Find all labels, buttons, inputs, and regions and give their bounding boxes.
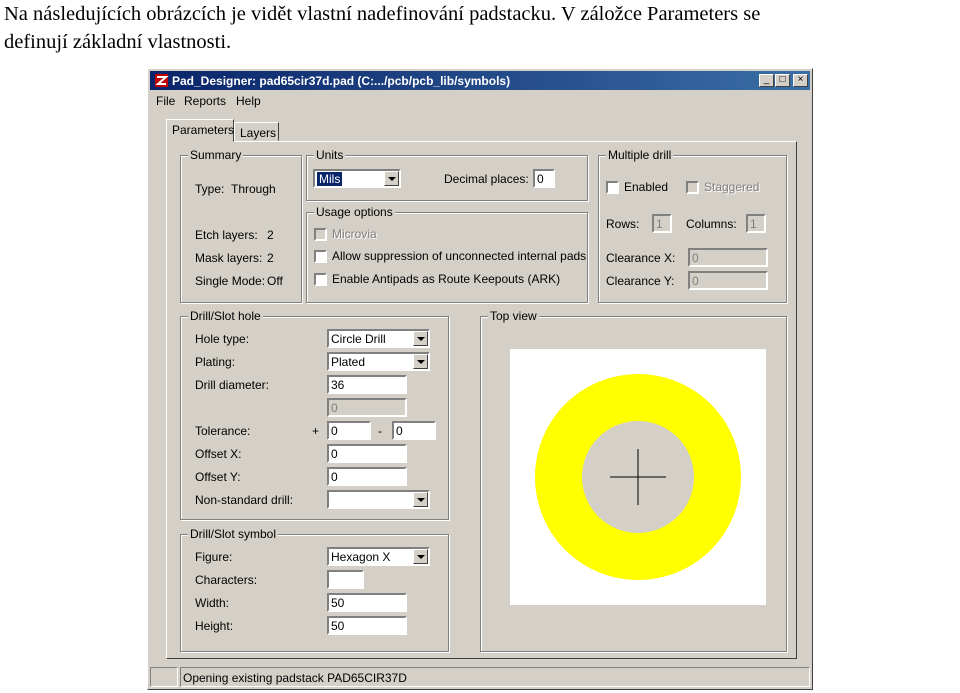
hole-type-label: Hole type: [195,332,250,346]
clearance-y-label: Clearance Y: [606,274,675,288]
menu-reports[interactable]: Reports [184,94,227,108]
width-input[interactable]: 50 [327,593,407,612]
suppression-checkbox[interactable] [314,250,327,263]
hole-type-select[interactable] [327,329,430,348]
caption-line-2: definují základní vlastnosti. [4,31,232,53]
title-bar[interactable] [150,71,810,90]
drill-slot-symbol-title: Drill/Slot symbol [190,527,277,541]
tolerance-minus-input[interactable]: 0 [392,421,436,440]
characters-label: Characters: [195,573,258,587]
columns-input[interactable]: 1 [746,214,766,233]
drill-slot-hole-title: Drill/Slot hole [190,309,261,323]
chevron-down-icon[interactable] [413,549,428,564]
pad-designer-window [147,68,813,690]
close-button[interactable]: × [793,74,808,87]
chevron-down-icon[interactable] [384,171,399,186]
non-standard-drill-label: Non-standard drill: [195,493,294,507]
enabled-label: Enabled [624,180,669,194]
maximize-button[interactable]: □ [775,74,790,87]
chevron-down-icon[interactable] [413,492,428,507]
multiple-drill-title: Multiple drill [608,148,672,162]
width-label: Width: [195,596,230,610]
suppression-label: Allow suppression of unconnected internal pads [332,249,587,263]
non-standard-drill-select[interactable] [327,490,430,509]
caption-line-1: Na následujících obrázcích je vidět vlastní nadefinování padstacku. V záložce Parameters se [4,3,761,25]
window-title: Pad_Designer: pad65cir37d.pad (C:.../pcb/pcb_lib/symbols) [172,74,511,88]
clearance-x-input[interactable]: 0 [688,248,768,267]
etch-layers-value: 2 [267,228,274,242]
top-view-group [480,309,787,652]
plating-select[interactable] [327,352,430,371]
hole-type-value: Circle Drill [331,332,386,346]
antipads-label: Enable Antipads as Route Keepouts (ARK) [332,272,561,286]
menu-file[interactable]: File [156,94,176,108]
decimal-places-input[interactable]: 0 [533,169,555,188]
figure-label: Figure: [195,550,233,564]
figure-select[interactable] [327,547,430,566]
enabled-checkbox[interactable] [606,181,619,194]
microvia-label: Microvia [332,227,377,241]
tolerance-plus-sign: + [312,424,320,438]
top-view-title: Top view [490,309,537,323]
mask-layers-label: Mask layers: [195,251,263,265]
clearance-y-input[interactable]: 0 [688,271,768,290]
height-label: Height: [195,619,234,633]
usage-options-group [306,205,588,303]
tolerance-plus-input[interactable]: 0 [327,421,371,440]
staggered-checkbox[interactable] [686,181,699,194]
caption [4,0,959,56]
type-value: Through [231,182,276,196]
drill-diameter-secondary-input[interactable]: 0 [327,398,407,417]
status-pane-left [150,667,178,687]
parameters-panel [166,141,797,659]
tab-parameters[interactable]: Parameters [166,119,234,142]
offset-x-input[interactable]: 0 [327,444,407,463]
microvia-checkbox[interactable] [314,228,327,241]
units-select[interactable] [313,169,401,188]
single-mode-value: Off [267,274,283,288]
summary-title: Summary [190,148,242,162]
plating-label: Plating: [195,355,236,369]
single-mode-label: Single Mode: [195,274,266,288]
staggered-label: Staggered [704,180,760,194]
drill-slot-symbol-group [180,527,449,652]
drill-diameter-input[interactable]: 36 [327,375,407,394]
rows-input[interactable]: 1 [652,214,672,233]
usage-options-title: Usage options [316,205,393,219]
drill-slot-hole-group [180,309,449,520]
tolerance-minus-sign: - [378,424,382,438]
decimal-places-label: Decimal places: [444,172,529,186]
chevron-down-icon[interactable] [413,354,428,369]
multiple-drill-group [598,148,787,303]
top-view-canvas [510,349,766,605]
units-title: Units [316,148,344,162]
height-input[interactable]: 50 [327,616,407,635]
summary-group [180,148,302,303]
units-group [306,148,588,201]
menu-help[interactable]: Help [236,94,261,108]
offset-y-label: Offset Y: [195,470,241,484]
type-label: Type: [195,182,225,196]
drill-diameter-label: Drill diameter: [195,378,270,392]
chevron-down-icon[interactable] [413,331,428,346]
clearance-x-label: Clearance X: [606,251,676,265]
plating-value: Plated [331,355,366,369]
columns-label: Columns: [686,217,737,231]
offset-x-label: Offset X: [195,447,242,461]
etch-layers-label: Etch layers: [195,228,258,242]
status-text: Opening existing padstack PAD65CIR37D [180,667,810,687]
antipads-checkbox[interactable] [314,273,327,286]
app-icon [154,73,169,88]
offset-y-input[interactable]: 0 [327,467,407,486]
status-bar [150,667,810,687]
tolerance-label: Tolerance: [195,424,251,438]
rows-label: Rows: [606,217,640,231]
mask-layers-value: 2 [267,251,274,265]
minimize-button[interactable]: _ [759,74,774,87]
tab-layers[interactable]: Layers [234,122,279,141]
characters-input[interactable] [327,570,364,589]
figure-value: Hexagon X [331,550,391,564]
units-select-value: Mils [319,172,341,186]
